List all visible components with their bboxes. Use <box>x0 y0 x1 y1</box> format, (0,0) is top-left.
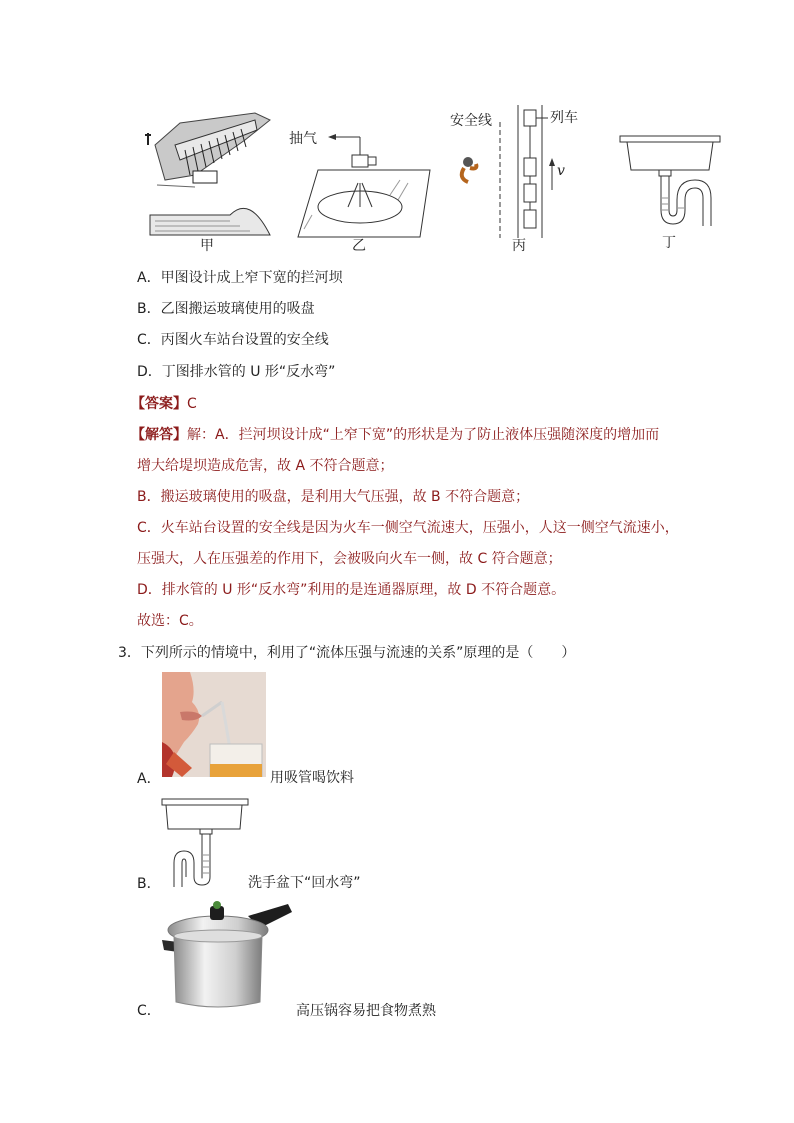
q2-answer <box>131 394 197 414</box>
q2-analysis-line-2: 增大给堤坝造成危害，故 A 不符合题意； <box>137 458 394 474</box>
figure-yi-pump-label: 抽气 <box>289 131 317 147</box>
q2-analysis-line-1 <box>131 425 659 445</box>
analysis-text: 解：A．拦河坝设计成“上窄下宽”的形状是为了防止液体压强随深度的增加而 <box>187 427 660 443</box>
q2-option-b: B．乙图搬运玻璃使用的吸盘 <box>137 301 315 317</box>
figure-bing-train-label: 列车 <box>550 110 578 126</box>
figure-bing-label: 丙 <box>512 238 526 254</box>
straw-drinking-photo <box>162 672 266 777</box>
figure-ding-label: 丁 <box>662 235 676 251</box>
figure-jia <box>135 105 275 240</box>
figure-yi-label: 乙 <box>352 238 366 254</box>
q3-stem: 3．下列所示的情境中，利用了“流体压强与流速的关系”原理的是（ ） <box>118 645 576 661</box>
q3-option-b-text: 洗手盆下“回水弯” <box>248 875 361 891</box>
answer-tag: 【答案】 <box>131 396 187 412</box>
q3-option-c-text: 高压锅容易把食物煮熟 <box>296 1003 436 1019</box>
sink-trap-illustration <box>615 128 725 233</box>
figure-jia-label: 甲 <box>200 238 214 254</box>
q2-analysis-line-3: B．搬运玻璃使用的吸盘，是利用大气压强，故 B 不符合题意； <box>137 489 530 505</box>
q3-option-a-text: 用吸管喝饮料 <box>270 770 354 786</box>
q2-option-c: C．丙图火车站台设置的安全线 <box>137 332 329 348</box>
q2-analysis-line-6: D．排水管的 U 形“反水弯”利用的是连通器原理，故 D 不符合题意。 <box>137 582 566 598</box>
q2-analysis-line-5: 压强大，人在压强差的作用下，会被吸向火车一侧，故 C 符合题意； <box>137 551 562 567</box>
q3-option-a-letter: A． <box>137 771 161 787</box>
q3-option-a-image <box>162 672 266 777</box>
q2-option-a: A．甲图设计成上窄下宽的拦河坝 <box>137 270 343 286</box>
answer-value: C <box>187 396 197 412</box>
figure-bing-velocity-label: v <box>557 163 565 179</box>
dam-illustration <box>135 105 275 240</box>
sink-u-trap-image <box>158 795 252 891</box>
q2-analysis-line-4: C．火车站台设置的安全线是因为火车一侧空气流速大，压强小，人这一侧空气流速小， <box>137 520 679 536</box>
figure-ding <box>615 128 725 233</box>
q3-option-c-image <box>160 898 296 1016</box>
figure-bing-safety-label: 安全线 <box>450 113 492 129</box>
q2-analysis-line-7: 故选：C。 <box>137 613 203 629</box>
q3-option-c-letter: C． <box>137 1003 161 1019</box>
q3-option-b-letter: B． <box>137 876 161 892</box>
analysis-tag: 【解答】 <box>131 427 187 443</box>
pressure-cooker-image <box>160 898 296 1016</box>
q2-option-d: D．丁图排水管的 U 形“反水弯” <box>137 364 336 380</box>
q3-option-b-image <box>158 795 252 891</box>
